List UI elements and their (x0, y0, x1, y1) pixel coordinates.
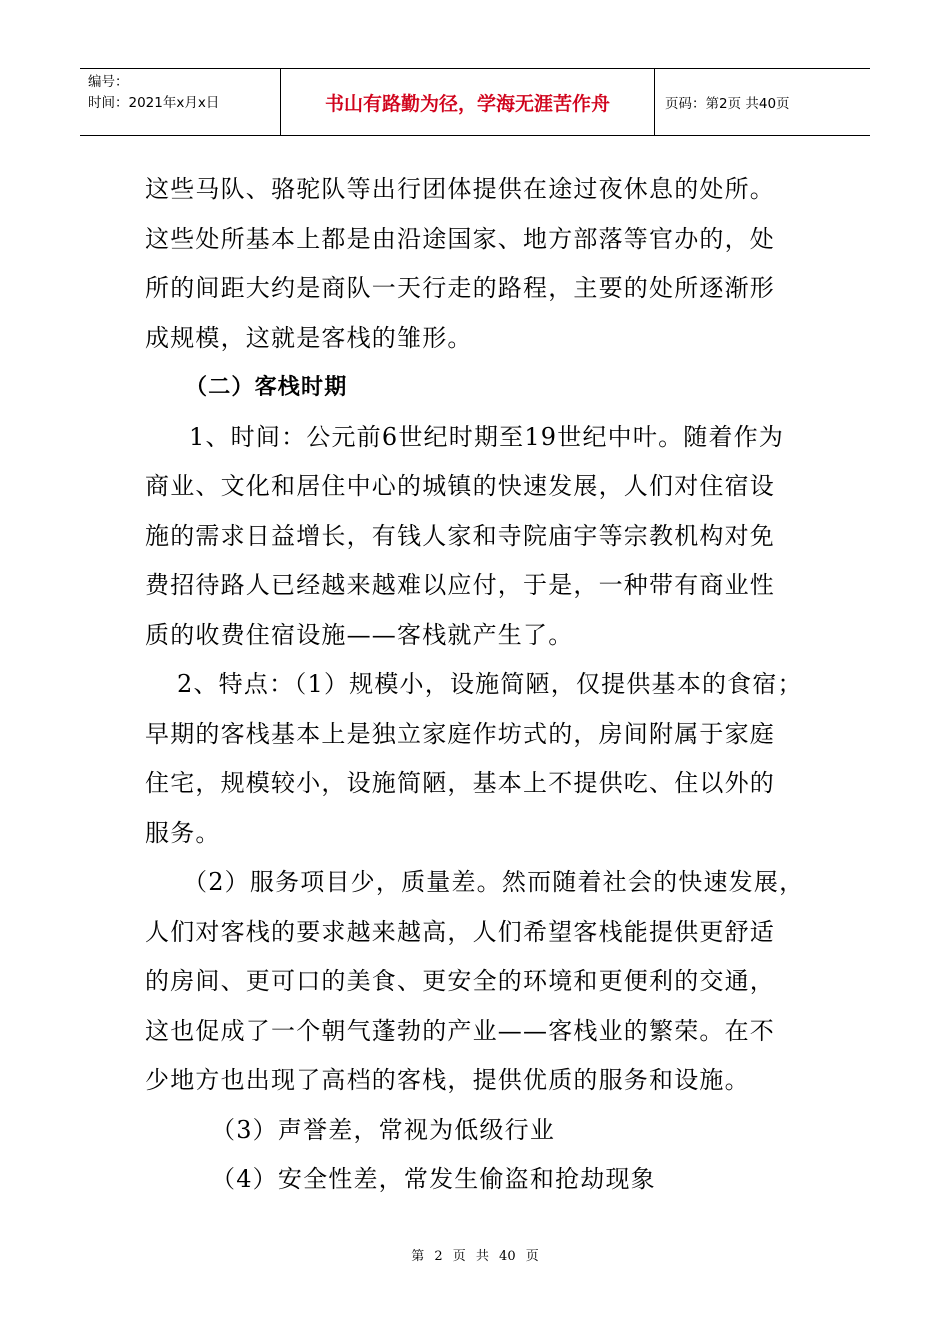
document-time-label: 时间：2021年x月x日 (88, 95, 220, 111)
body-line: 施的需求日益增长，有钱人家和寺院庙宇等宗教机构对免 (145, 521, 775, 550)
body-line: 费招待路人已经越来越难以应付，于是，一种带有商业性 (145, 571, 775, 599)
header-meta (80, 69, 281, 135)
body-line: 所的间距大约是商队一天行走的路程，主要的处所逐渐形 (145, 274, 775, 302)
body-line: 人们对客栈的要求越来越高，人们希望客栈能提供更舒适 (145, 917, 775, 946)
body-line: 这些马队、骆驼队等出行团体提供在途过夜休息的处所。 (145, 175, 775, 203)
document-number-label: 编号： (88, 74, 129, 90)
body-line: 1、时间：公元前6世纪时期至19世纪中叶。随着作为 (189, 422, 785, 451)
body-line: （4）安全性差，常发生偷盗和抢劫现象 (211, 1165, 656, 1193)
body-line: 成规模，这就是客栈的雏形。 (145, 323, 473, 352)
page-footer: 第 2 页 共 40 页 (411, 1249, 539, 1264)
body-line: 这些处所基本上都是由沿途国家、地方部落等官办的，处 (145, 224, 775, 253)
body-line: 少地方也出现了高档的客栈，提供优质的服务和设施。 (145, 1066, 750, 1094)
document-body (145, 165, 805, 1205)
header-motto: 书山有路勤为径，学海无涯苦作舟 (281, 69, 655, 135)
body-line: （3）声誉差，常视为低级行业 (211, 1115, 556, 1144)
body-line: （2）服务项目少，质量差。然而随着社会的快速发展， (183, 868, 805, 896)
body-line: 这也促成了一个朝气蓬勃的产业——客栈业的繁荣。在不 (145, 1016, 775, 1045)
body-line: 的房间、更可口的美食、更安全的环境和更便利的交通， (145, 967, 775, 995)
body-line: 商业、文化和居住中心的城镇的快速发展，人们对住宿设 (145, 472, 775, 500)
body-line: 住宅，规模较小，设施简陋，基本上不提供吃、住以外的 (145, 769, 775, 797)
page-header (80, 68, 870, 136)
header-page-code: 页码：第2页 共40页 (665, 96, 790, 112)
body-line: 早期的客栈基本上是独立家庭作坊式的，房间附属于家庭 (145, 719, 775, 748)
body-line: 服务。 (145, 818, 221, 847)
body-line: 2、特点：（1）规模小，设施简陋，仅提供基本的食宿； (177, 670, 803, 698)
section-heading: （二）客栈时期 (185, 375, 348, 400)
body-line: 质的收费住宿设施——客栈就产生了。 (145, 620, 574, 649)
